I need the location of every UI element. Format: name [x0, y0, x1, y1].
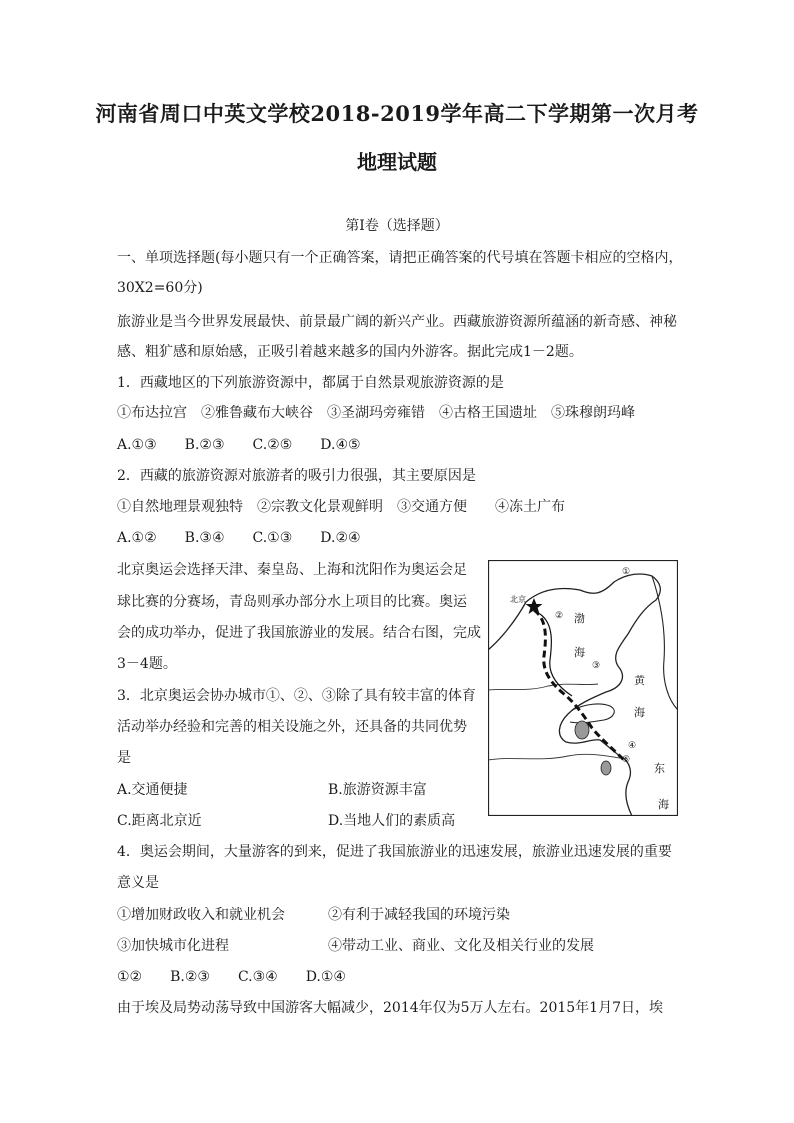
q3-stem-line3: 是 [117, 750, 131, 766]
q4-options: ①② B.②③ C.③④ D.①④ [117, 969, 346, 985]
lake [575, 721, 589, 739]
passage1-line1: 旅游业是当今世界发展最快、前景最广阔的新兴产业。西藏旅游资源所蕴涵的新奇感、神秘 [117, 314, 677, 330]
map-marker-1: ① [622, 567, 631, 577]
passage2-line2: 球比赛的分赛场，青岛则承办部分水上项目的比赛。奥运 [117, 594, 467, 610]
q1-options: A.①③ B.②③ C.②⑤ D.④⑤ [117, 437, 361, 453]
q2-options: A.①② B.③④ C.①③ D.②④ [117, 530, 361, 546]
map-label-bohai-2: 海 [574, 646, 585, 659]
q2-stem: 2．西藏的旅游资源对旅游者的吸引力很强，其主要原因是 [117, 468, 476, 484]
q4-item3: ③加快城市化进程 [117, 938, 229, 954]
q4-item4: ④带动工业、商业、文化及相关行业的发展 [328, 938, 594, 954]
passage1-line2: 感、粗犷感和原始感，正吸引着越来越多的国内外游客。据此完成1－2题。 [117, 344, 583, 360]
q4-stem-line2: 意义是 [117, 875, 159, 891]
q1-stem: 1．西藏地区的下列旅游资源中，都属于自然景观旅游资源的是 [117, 375, 504, 391]
q4-item2: ②有利于减轻我国的环境污染 [328, 907, 510, 923]
map-marker-3: ③ [592, 661, 601, 671]
passage2-line4: 3－4题。 [117, 656, 177, 672]
map-marker-5: ⑤ [622, 755, 631, 765]
q4-stem-line1: 4．奥运会期间，大量游客的到来，促进了我国旅游业的迅速发展，旅游业迅速发展的重要 [117, 844, 672, 860]
map-label-donghai-1: 东 [654, 762, 665, 775]
map-label-donghai-2: 海 [658, 798, 669, 811]
passage2-line1: 北京奥运会选择天津、秦皇岛、上海和沈阳作为奥运会足 [117, 562, 467, 578]
q2-items: ①自然地理景观独特 ②宗教文化景观鲜明 ③交通方便 ④冻土广布 [117, 499, 565, 515]
passage3-line1: 由于埃及局势动荡导致中国游客大幅减少，2014年仅为5万人左右。2015年1月7日，埃 [117, 1000, 663, 1016]
document-subtitle: 地理试题 [357, 150, 437, 174]
document-title: 河南省周口中英文学校2018-2019学年高二下学期第一次月考 [95, 101, 699, 126]
q4-item1: ①增加财政收入和就业机会 [117, 907, 285, 923]
map-label-beijing: 北京 [510, 595, 526, 604]
map-label-huanghai-1: 黄 [634, 674, 645, 687]
section-instruction-line2: 30X2=60分) [117, 280, 203, 296]
map-marker-4: ④ [628, 741, 637, 751]
q3-stem-line1: 3．北京奥运会协办城市①、②、③除了具有较丰富的体育 [117, 688, 476, 704]
map-label-bohai-1: 渤 [574, 612, 585, 625]
q3-stem-line2: 活动举办经验和完善的相关设施之外，还具备的共同优势 [117, 719, 467, 735]
map-marker-2: ② [555, 611, 564, 621]
q1-items: ①布达拉宫 ②雅鲁藏布大峡谷 ③圣湖玛旁雍错 ④古格王国遗址 ⑤珠穆朗玛峰 [117, 405, 635, 421]
q3-option-a: A.交通便捷 [117, 782, 188, 798]
lake-2 [601, 761, 611, 775]
passage2-line3: 会的成功举办，促进了我国旅游业的发展。结合右图，完成 [117, 625, 481, 641]
q3-option-d: D.当地人们的素质高 [328, 813, 456, 829]
section-heading: 第Ⅰ卷（选择题） [345, 218, 449, 234]
coastal-cities-map [488, 560, 678, 816]
q3-option-b: B.旅游资源丰富 [328, 782, 427, 798]
section-instruction-line1: 一、单项选择题(每小题只有一个正确答案，请把正确答案的代号填在答题卡相应的空格内， [117, 250, 683, 266]
map-label-huanghai-2: 海 [634, 706, 645, 719]
q3-option-c: C.距离北京近 [117, 813, 202, 829]
